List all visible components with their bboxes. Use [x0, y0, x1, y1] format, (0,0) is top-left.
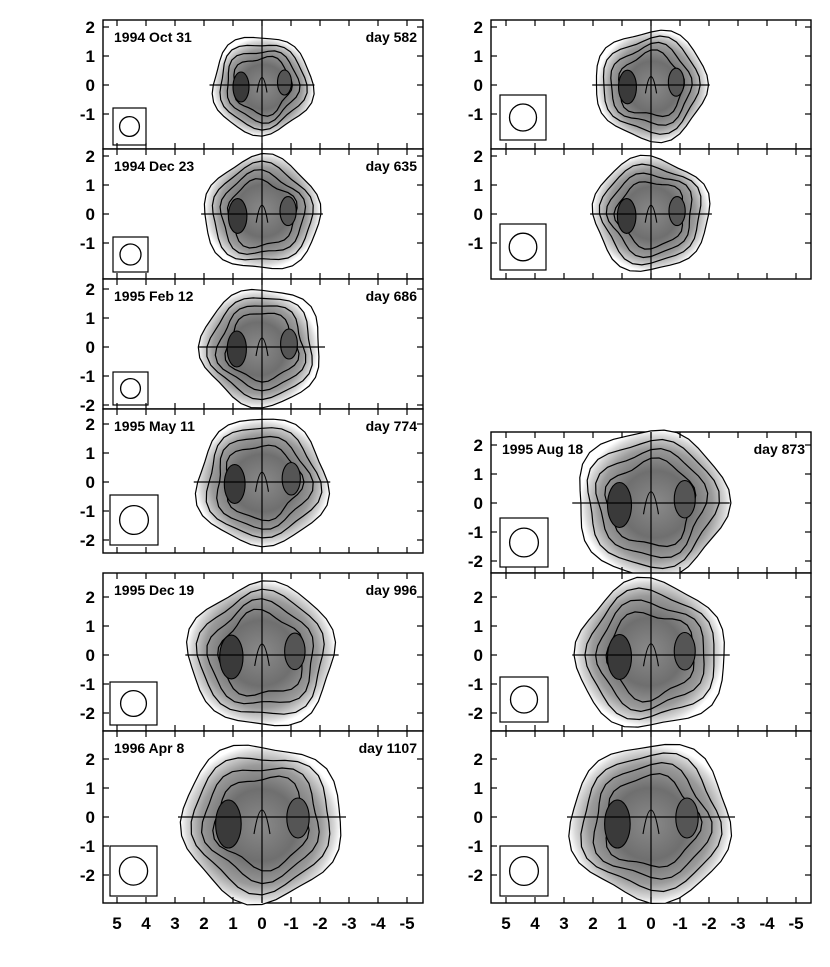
y-tick-label: 0: [85, 338, 95, 357]
y-tick-label: -2: [79, 531, 95, 550]
epoch-date-label: 1995 Feb 12: [114, 288, 194, 304]
epoch-day-label: day 774: [365, 418, 417, 434]
y-tick-label: 1: [85, 444, 95, 463]
x-tick-label: 5: [112, 914, 122, 933]
y-tick-label: 0: [473, 646, 483, 665]
x-tick-label: -5: [788, 914, 804, 933]
epoch-date-label: 1994 Dec 23: [114, 158, 195, 174]
bright-lobe: [220, 635, 243, 679]
bright-lobe: [287, 798, 309, 838]
epoch-day-label: day 1107: [358, 740, 417, 756]
panel-r4: [468, 430, 811, 579]
bright-lobe: [669, 197, 685, 226]
y-tick-label: -1: [467, 837, 483, 856]
y-tick-label: 2: [85, 18, 95, 37]
y-tick-label: 2: [85, 280, 95, 299]
beam-box: [113, 372, 148, 405]
bright-lobe: [281, 329, 298, 359]
beam-box: [113, 237, 148, 272]
y-tick-label: 0: [85, 205, 95, 224]
x-tick-label: 3: [559, 914, 569, 933]
bright-lobe: [605, 800, 631, 848]
y-tick-label: 2: [473, 588, 483, 607]
panel-r5: [468, 573, 811, 731]
y-tick-label: 0: [473, 205, 483, 224]
y-tick-label: 1: [85, 779, 95, 798]
bright-lobe: [227, 331, 246, 367]
bright-lobe: [619, 70, 637, 104]
bright-lobe: [608, 635, 632, 680]
bright-lobe: [674, 633, 695, 671]
y-tick-label: 1: [473, 779, 483, 798]
panel-r1: [468, 18, 811, 149]
epoch-date-label: 1995 Aug 18: [502, 441, 584, 457]
y-tick-label: -1: [467, 675, 483, 694]
x-tick-label: 5: [501, 914, 511, 933]
y-tick-label: 2: [85, 588, 95, 607]
bright-lobe: [668, 68, 684, 96]
beam-box: [500, 224, 546, 270]
y-tick-label: 0: [85, 473, 95, 492]
y-tick-label: 1: [473, 47, 483, 66]
y-tick-label: 0: [85, 646, 95, 665]
beam-box: [500, 677, 548, 722]
y-tick-label: 0: [473, 808, 483, 827]
y-tick-label: 2: [473, 147, 483, 166]
y-tick-label: -1: [79, 367, 95, 386]
x-tick-label: 1: [617, 914, 627, 933]
epoch-day-label: day 996: [365, 582, 417, 598]
y-tick-label: 2: [473, 436, 483, 455]
beam-box: [110, 495, 158, 545]
bright-lobe: [233, 72, 249, 102]
y-tick-label: -1: [79, 502, 95, 521]
panel-r2: [468, 147, 811, 279]
epoch-date-label: 1994 Oct 31: [114, 29, 192, 45]
beam-box: [500, 95, 546, 140]
epoch-day-label: day 873: [753, 441, 805, 457]
y-tick-label: -1: [467, 523, 483, 542]
x-tick-label: 0: [646, 914, 656, 933]
beam-box: [113, 108, 146, 145]
panel-l6: [80, 731, 423, 905]
bright-lobe: [216, 800, 242, 848]
x-tick-label: -1: [672, 914, 688, 933]
x-tick-label: -5: [399, 914, 415, 933]
bright-lobe: [674, 481, 695, 519]
panel-l5: [80, 573, 423, 731]
y-tick-label: -1: [467, 234, 483, 253]
bright-lobe: [617, 199, 636, 234]
x-tick-label: 4: [530, 914, 540, 933]
y-tick-label: -2: [79, 866, 95, 885]
y-tick-label: 2: [85, 147, 95, 166]
x-tick-label: -4: [759, 914, 775, 933]
y-tick-label: 2: [85, 415, 95, 434]
y-tick-label: -2: [467, 552, 483, 571]
bright-lobe: [228, 199, 247, 234]
y-tick-label: 2: [85, 750, 95, 769]
x-tick-label: 2: [588, 914, 598, 933]
y-tick-label: -2: [79, 396, 95, 415]
panel-l1: [80, 18, 423, 149]
y-tick-label: -1: [79, 675, 95, 694]
bright-lobe: [676, 798, 698, 838]
beam-box: [110, 682, 157, 725]
y-tick-label: -2: [467, 704, 483, 723]
y-tick-label: 0: [85, 808, 95, 827]
y-tick-label: -1: [79, 837, 95, 856]
panel-l4: [80, 409, 423, 553]
y-tick-label: 0: [473, 494, 483, 513]
x-tick-label: -2: [701, 914, 717, 933]
bright-lobe: [608, 483, 632, 528]
y-tick-label: 0: [85, 76, 95, 95]
x-tick-label: -3: [341, 914, 357, 933]
x-tick-label: 3: [170, 914, 180, 933]
y-tick-label: 0: [473, 76, 483, 95]
y-tick-label: 1: [473, 465, 483, 484]
y-tick-label: -1: [79, 234, 95, 253]
y-tick-label: -2: [79, 704, 95, 723]
y-tick-label: 1: [85, 617, 95, 636]
y-tick-label: 2: [473, 750, 483, 769]
bright-lobe: [280, 197, 296, 226]
bright-lobe: [282, 463, 300, 496]
panel-l2: [80, 147, 423, 279]
epoch-date-label: 1995 May 11: [114, 418, 195, 434]
x-tick-label: -4: [370, 914, 386, 933]
beam-box: [110, 846, 157, 896]
epoch-date-label: 1995 Dec 19: [114, 582, 195, 598]
panel-r6: [468, 731, 811, 904]
epoch-date-label: 1996 Apr 8: [114, 740, 185, 756]
epoch-day-label: day 635: [365, 158, 417, 174]
x-tick-label: 4: [141, 914, 151, 933]
x-tick-label: 0: [257, 914, 267, 933]
y-tick-label: -1: [467, 105, 483, 124]
x-tick-label: -3: [730, 914, 746, 933]
x-tick-label: 2: [199, 914, 209, 933]
y-tick-label: 1: [85, 176, 95, 195]
bright-lobe: [278, 70, 292, 95]
y-tick-label: -2: [467, 866, 483, 885]
y-tick-label: 1: [473, 617, 483, 636]
x-tick-label: 1: [228, 914, 238, 933]
y-tick-label: 1: [473, 176, 483, 195]
epoch-day-label: day 686: [365, 288, 417, 304]
y-tick-label: -1: [79, 105, 95, 124]
y-tick-label: 2: [473, 18, 483, 37]
y-tick-label: 1: [85, 309, 95, 328]
y-tick-label: 1: [85, 47, 95, 66]
epoch-day-label: day 582: [365, 29, 417, 45]
x-tick-label: -1: [283, 914, 299, 933]
x-tick-label: -2: [312, 914, 328, 933]
beam-box: [500, 846, 548, 896]
bright-lobe: [285, 633, 305, 670]
panel-l3: [80, 279, 423, 415]
beam-box: [500, 518, 548, 567]
bright-lobe: [224, 465, 245, 504]
